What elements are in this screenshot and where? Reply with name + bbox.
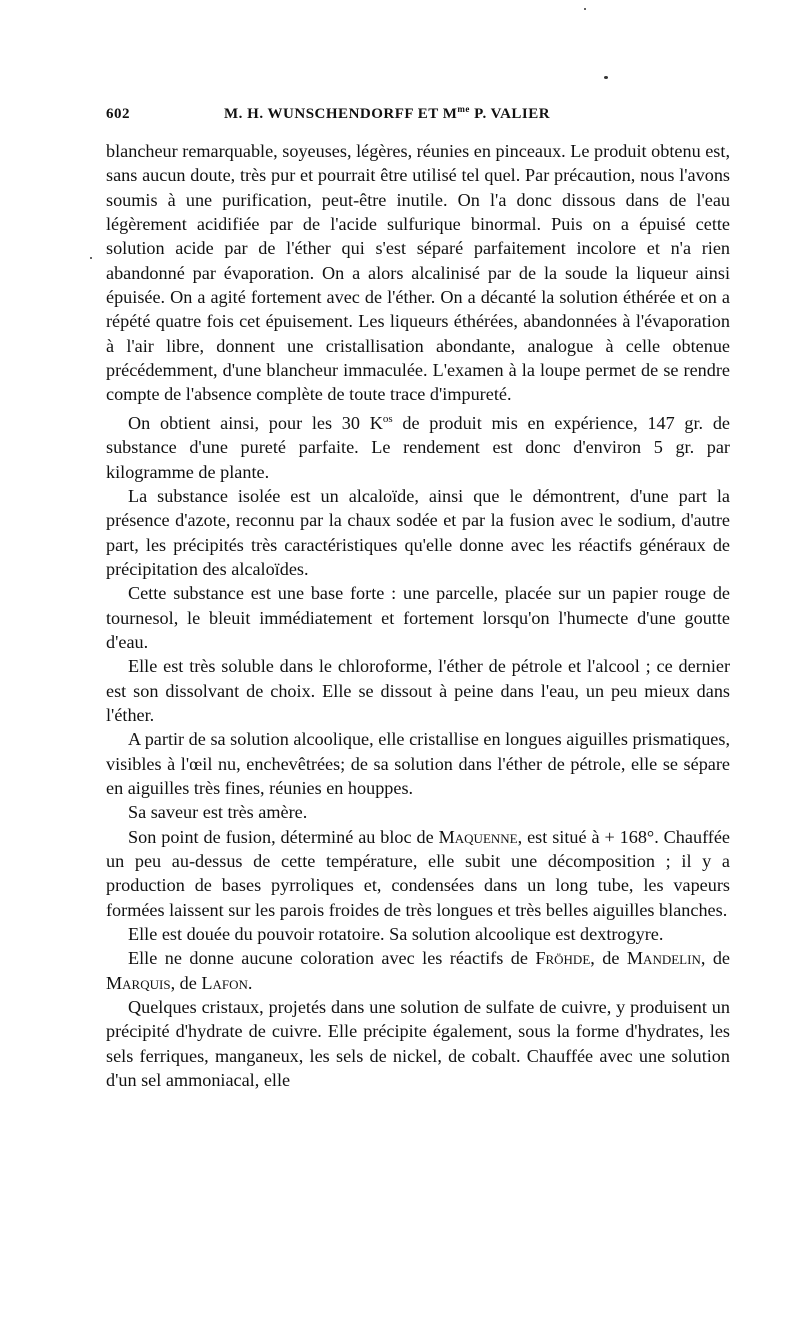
running-head [106, 104, 730, 123]
book-page [106, 104, 730, 1092]
paragraph-taste: Sa saveur est très amère. [128, 802, 308, 823]
paragraph-purification: blancheur remarquable, soyeuses, légères, réunies en pinceaux. Le produit obtenu est, sans aucun doute, très pur et pourrait être utilisé tel quel. Par précaution, nous l'avons soumis à une purification, peut-être inutile. On l'a donc dissous dans de l'eau légèrement acidifiée par de l'acide sulfurique binormal. Puis on a épuisé cette solution acide par de l'éther qui s'est séparé parfaitement incolore et n'a rien abandonné par évaporation. On a alors alcalinisé par de la soude la liqueur ainsi épuisée. On a agité fortement avec de l'éther. On a décanté la solution éthérée et on a répété quatre fois cet épuisement. Les liqueurs éthérées, abandonnées à l'évaporation à l'air libre, donnent une cristallisation abondante, analogue à celle obtenue précédemment, d'une blancheur immaculée. L'examen à la loupe permet de se rendre compte de l'absence complète de toute trace d'impureté. [106, 141, 730, 405]
paragraph-strong-base: Cette substance est une base forte : une parcelle, placée sur un papier rouge de tournesol, le bleuit immédiatement et fortement lorsqu'on l'humecte d'une goutte d'eau. [106, 583, 730, 652]
paragraph-crystallization: A partir de sa solution alcoolique, elle cristallise en longues aiguilles prismatiques, visibles à l'œil nu, enchevêtrées; de sa solution dans l'éther de pétrole, elle se sépare en aiguilles très fines, réunies en houppes. [106, 729, 730, 798]
paragraph-yield: On obtient ainsi, pour les 30 $K^{os}$ de produit mis en expérience, 147 gr. de substance d'une pureté parfaite. Le rendement est donc d'environ 5 gr. par kilogramme de plante. [106, 412, 730, 482]
paragraph-melting-point: Son point de fusion, déterminé au bloc de Maquenne, est situé à + 168°. Chauffée un peu au-dessus de cette température, elle subit une décomposition ; il y a production de bases pyrroliques et, condensées dans un long tube, les vapeurs formées laissent sur les parois froides de très longues et très belles aiguilles blanches. [106, 826, 730, 920]
paragraph-alkaloid: La substance isolée est un alcaloïde, ainsi que le démontrent, d'une part la présence d'azote, reconnu par la chaux sodée et par la fusion avec le sodium, d'autre part, les précipités très caractéristiques qu'elle donne avec les réactifs généraux de précipitation des alcaloïdes. [106, 485, 730, 579]
speck-mark [604, 76, 608, 79]
paragraph-rotatory-power: Elle est douée du pouvoir rotatoire. Sa solution alcoolique est dextrogyre. [128, 924, 664, 945]
page-number: 602 [106, 106, 130, 122]
running-head-authors: M. H. WUNSCHENDORFF ET $M^{me}$ P. VALIER [224, 104, 551, 122]
paragraph-solubility: Elle est très soluble dans le chloroforme, l'éther de pétrole et l'alcool ; ce dernier est son dissolvant de choix. Elle se dissout à peine dans l'eau, un peu mieux dans l'éther. [106, 656, 730, 725]
speck-mark [90, 257, 92, 259]
speck-mark [584, 8, 586, 10]
paragraph-precipitation: Quelques cristaux, projetés dans une solution de sulfate de cuivre, y produisent un précipité d'hydrate de cuivre. Elle précipite également, sous la forme d'hydrates, les sels ferriques, manganeux, les sels de nickel, de cobalt. Chauffée avec une solution d'un sel ammoniacal, elle [106, 997, 730, 1091]
paragraph-color-reactions: Elle ne donne aucune coloration avec les réactifs de Fröhde, de Mandelin, de Marquis, de Lafon. [106, 948, 730, 993]
